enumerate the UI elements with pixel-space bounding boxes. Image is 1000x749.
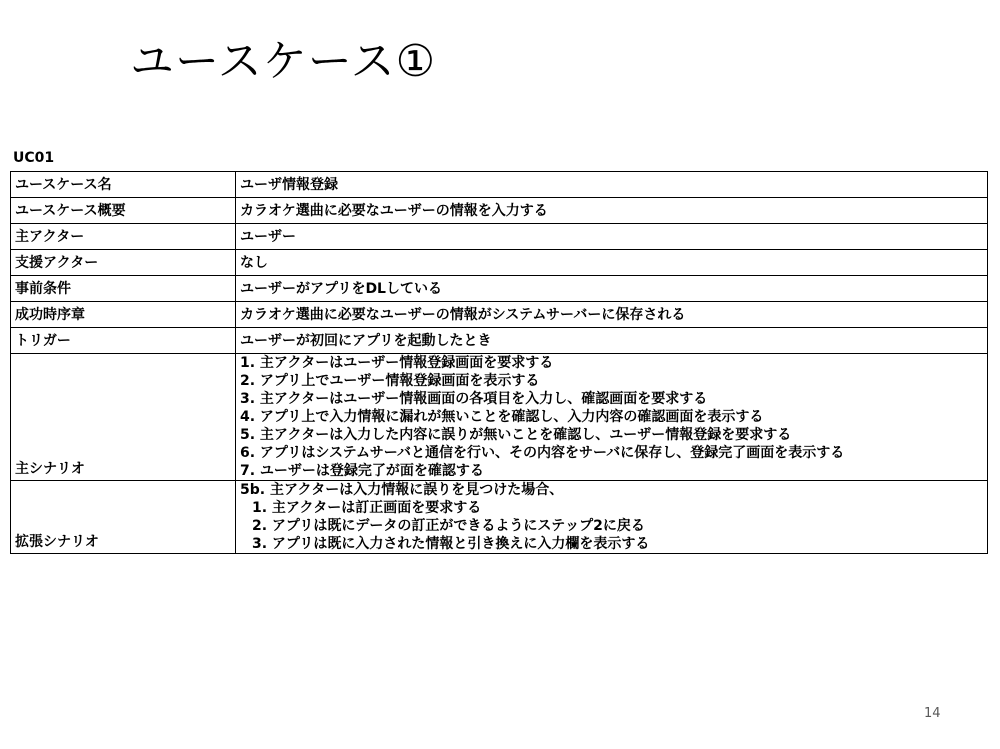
scenario-step: 2. アプリ上でユーザー情報登録画面を表示する [240,373,540,389]
extension-step: 1. 主アクターは訂正画面を要求する [252,500,482,516]
table-row-trigger [11,328,988,354]
row-value: ユーザー [236,224,988,250]
extension-step: 2. アプリは既にデータの訂正ができるようにステップ2に戻る [252,518,645,534]
scenario-step: 4. アプリ上で入力情報に漏れが無いことを確認し、入力内容の確認画面を表示する [240,409,764,425]
usecase-id: UC01 [13,150,55,166]
extension-step: 3. アプリは既に入力された情報と引き換えに入力欄を表示する [252,536,650,552]
row-label: ユースケース名 [11,172,236,198]
row-value: ユーザーがアプリをDLしている [236,276,988,302]
row-value: カラオケ選曲に必要なユーザーの情報がシステムサーバーに保存される [236,302,988,328]
table-row-main-scenario [11,354,988,481]
usecase-table [10,171,988,554]
extension-header: 5b. 主アクターは入力情報に誤りを見つけた場合、 [240,482,564,498]
scenario-step: 5. 主アクターは入力した内容に誤りが無いことを確認し、ユーザー情報登録を要求する [240,427,792,443]
table-row-supporting-actor [11,250,988,276]
slide-title: ユースケース① [130,36,437,87]
table-row-precondition [11,276,988,302]
row-label: 主シナリオ [11,354,236,481]
row-value: なし [236,250,988,276]
row-value: カラオケ選曲に必要なユーザーの情報を入力する [236,198,988,224]
scenario-step: 3. 主アクターはユーザー情報画面の各項目を入力し、確認画面を要求する [240,391,708,407]
extension-scenario-steps [236,481,988,554]
row-label: 成功時序章 [11,302,236,328]
row-label: 事前条件 [11,276,236,302]
main-scenario-steps [236,354,988,481]
row-label: ユースケース概要 [11,198,236,224]
table-row-success-guarantee [11,302,988,328]
scenario-step: 6. アプリはシステムサーバと通信を行い、その内容をサーバに保存し、登録完了画面を表示する [240,445,845,461]
table-row-usecase-summary [11,198,988,224]
page-number: 14 [924,706,941,721]
table-row-extension-scenario [11,481,988,554]
table-row-usecase-name [11,172,988,198]
row-label: 主アクター [11,224,236,250]
table-row-primary-actor [11,224,988,250]
row-value: ユーザ情報登録 [236,172,988,198]
scenario-step: 7. ユーザーは登録完了が面を確認する [240,463,484,479]
row-label: 支援アクター [11,250,236,276]
row-value: ユーザーが初回にアプリを起動したとき [236,328,988,354]
row-label: 拡張シナリオ [11,481,236,554]
scenario-step: 1. 主アクターはユーザー情報登録画面を要求する [240,355,554,371]
row-label: トリガー [11,328,236,354]
